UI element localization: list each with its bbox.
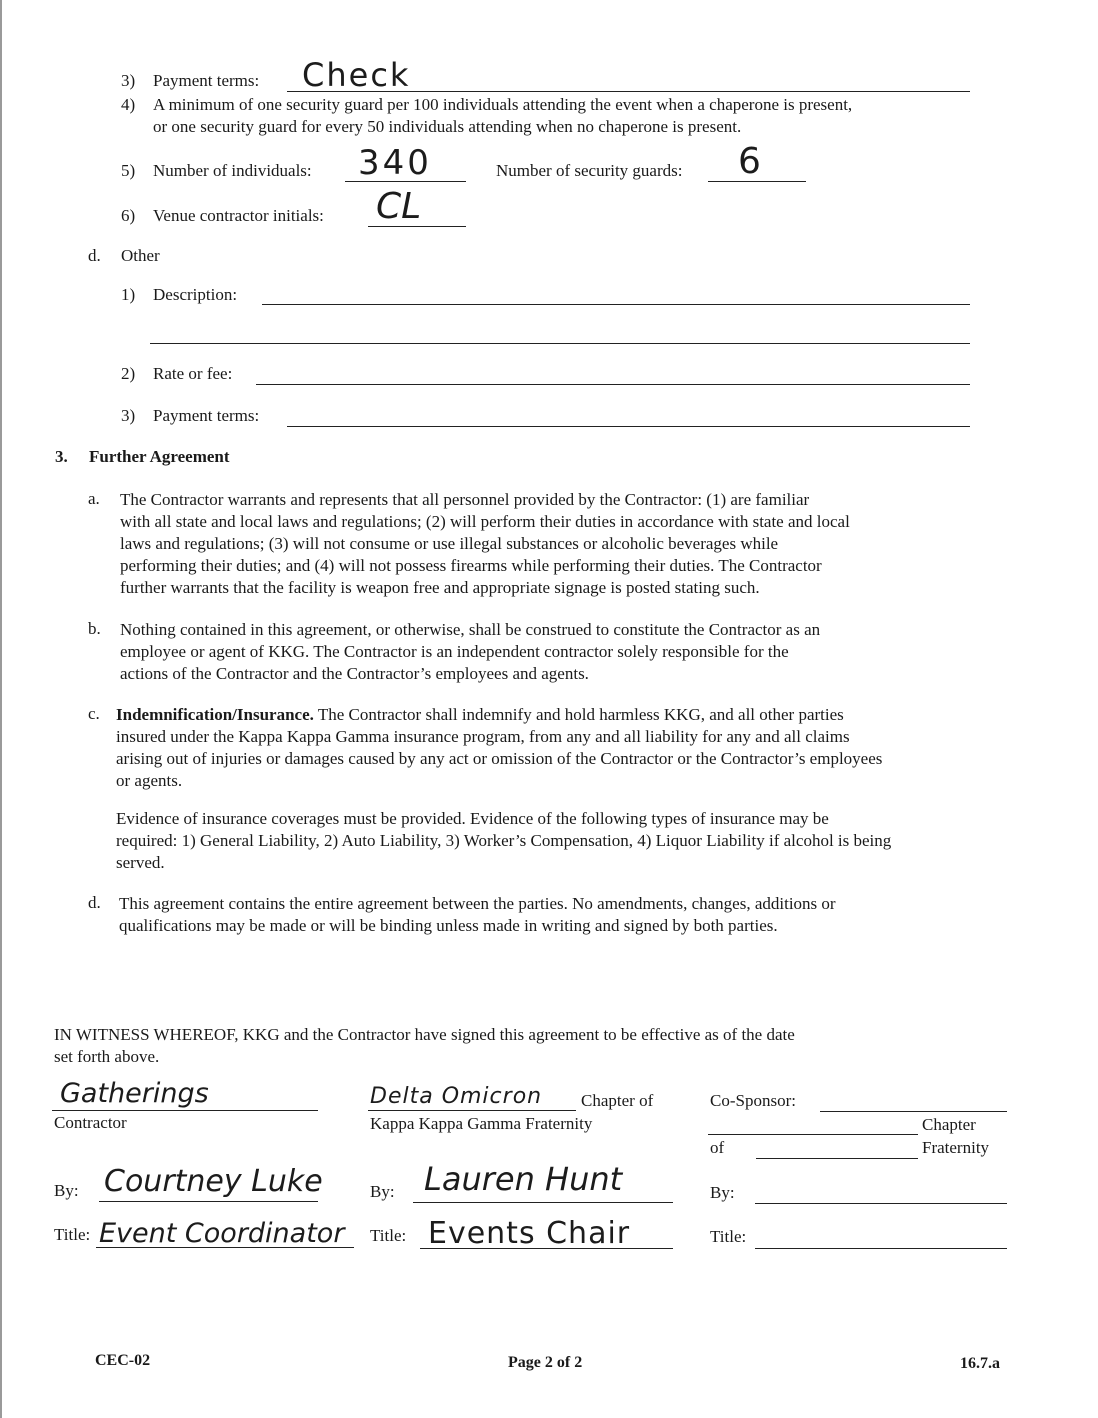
rate-fee-line [256,384,970,385]
fraternity-name: Kappa Kappa Gamma Fraternity [370,1114,593,1133]
cosponsor-title-line [755,1248,1007,1249]
chapter-by-label: By: [370,1182,395,1201]
chapter-by-line [413,1202,673,1203]
clause-a-text [120,489,850,599]
contractor-name-line [52,1110,318,1111]
insurance-evidence-text [116,808,891,874]
clause-line [116,704,882,726]
cosponsor-label: Co-Sponsor: [710,1091,796,1110]
clause-line: or agents. [116,771,183,790]
further-agreement-heading: Further Agreement [89,447,230,466]
other-payment-terms-label: Payment terms: [153,406,260,425]
form-code: CEC-02 [95,1352,151,1369]
cosponsor-fraternity-line [756,1158,918,1159]
number-of-individuals-label: Number of individuals: [153,161,312,180]
clause-line: The Contractor warrants and represents that all personnel provided by the Contractor: (1) are familiar [120,490,810,509]
clause-line: Nothing contained in this agreement, or otherwise, shall be construed to constitute the Contractor as an [120,620,821,639]
cosponsor-by-line [755,1203,1007,1204]
contractor-signature: Courtney Luke [104,1164,323,1199]
clause-line: arising out of injuries or damages caused by any act or omission of the Contractor or the Contractor’s employees [116,749,883,768]
contractor-title-handwritten: Event Coordinator [99,1218,345,1249]
clause-d-text [119,893,836,937]
other-heading: Other [121,246,160,265]
cosponsor-chapter-label: Chapter [922,1115,976,1134]
clause-c-text [116,704,882,792]
clause-b-text [120,619,820,685]
rate-fee-label: Rate or fee: [153,364,233,383]
clause-line: performing their duties; and (4) will not possess firearms while performing their duties. The Contractor [120,556,822,575]
contractor-by-line [99,1201,318,1202]
guards-handwritten: 6 [738,141,761,182]
page-number: Page 2 of 2 [508,1354,583,1371]
indemnification-heading: Indemnification/Insurance. [116,705,314,724]
cosponsor-by-label: By: [710,1183,735,1202]
other-payment-terms-line [287,426,970,427]
item-number: 1) [121,285,136,304]
chapter-name-handwritten: Delta Omicron [370,1084,543,1109]
chapter-signature: Lauren Hunt [424,1160,623,1198]
page-edge [0,0,2,1418]
description-line-2 [150,343,970,344]
clause-line: actions of the Contractor and the Contractor’s employees and agents. [120,664,589,683]
cosponsor-line [820,1111,1007,1112]
contractor-title-label: Title: [54,1225,91,1244]
guard-requirement-line-1: A minimum of one security guard per 100 individuals attending the event when a chaperone is present, [153,95,853,114]
item-number: 5) [121,161,136,180]
cosponsor-title-label: Title: [710,1227,747,1246]
contractor-name-handwritten: Gatherings [60,1078,209,1109]
form-version: 16.7.a [960,1355,1000,1372]
contractor-initials-label: Venue contractor initials: [153,206,324,225]
contractor-by-label: By: [54,1181,79,1200]
payment-terms-label: Payment terms: [153,71,260,90]
clause-letter: c. [88,704,100,723]
section-letter: d. [88,246,101,265]
security-guards-label: Number of security guards: [496,161,683,180]
description-line-1 [262,304,970,305]
clause-line: laws and regulations; (3) will not consume or use illegal substances or alcoholic beverages while [120,534,779,553]
item-number: 3) [121,71,136,90]
chapter-name-line [368,1110,576,1111]
individuals-handwritten: 340 [358,143,432,183]
chapter-title-label: Title: [370,1226,407,1245]
clause-letter: b. [88,619,101,638]
clause-line: This agreement contains the entire agreement between the parties. No amendments, changes, additions or [119,894,836,913]
initials-handwritten: CL [376,186,422,227]
clause-line: required: 1) General Liability, 2) Auto Liability, 3) Worker’s Compensation, 4) Liquor Liability if alcohol is being [116,831,892,850]
item-number: 4) [121,95,136,114]
cosponsor-fraternity-label: Fraternity [922,1138,990,1157]
contractor-label: Contractor [54,1113,127,1132]
description-label: Description: [153,285,238,304]
chapter-of-label: Chapter of [581,1091,654,1110]
clause-letter: a. [88,489,100,508]
payment-terms-handwritten: Check [302,56,411,94]
witness-statement [54,1024,795,1068]
clause-line: Evidence of insurance coverages must be provided. Evidence of the following types of insurance may be [116,809,829,828]
guard-requirement-line-2: or one security guard for every 50 individuals attending when no chaperone is present. [153,117,742,136]
clause-letter: d. [88,893,101,912]
cosponsor-of-label: of [710,1138,725,1157]
clause-line: served. [116,853,165,872]
clause-line: with all state and local laws and regulations; (2) will perform their duties in accordance with state and local [120,512,850,531]
witness-line: set forth above. [54,1047,160,1066]
clause-line: further warrants that the facility is weapon free and appropriate signage is posted stating such. [120,578,760,597]
clause-line: employee or agent of KKG. The Contractor is an independent contractor solely responsible for the [120,642,789,661]
item-number: 6) [121,206,136,225]
witness-line: IN WITNESS WHEREOF, KKG and the Contractor have signed this agreement to be effective as of the date [54,1025,795,1044]
chapter-title-handwritten: Events Chair [428,1216,631,1251]
clause-line: insured under the Kappa Kappa Gamma insurance program, from any and all liability for any and all claims [116,727,850,746]
clause-line-rest: The Contractor shall indemnify and hold harmless KKG, and all other parties [313,705,844,724]
item-number: 3) [121,406,136,425]
cosponsor-chapter-line [708,1134,918,1135]
item-number: 2) [121,364,136,383]
section-number: 3. [55,447,68,466]
clause-line: qualifications may be made or will be binding unless made in writing and signed by both parties. [119,916,778,935]
